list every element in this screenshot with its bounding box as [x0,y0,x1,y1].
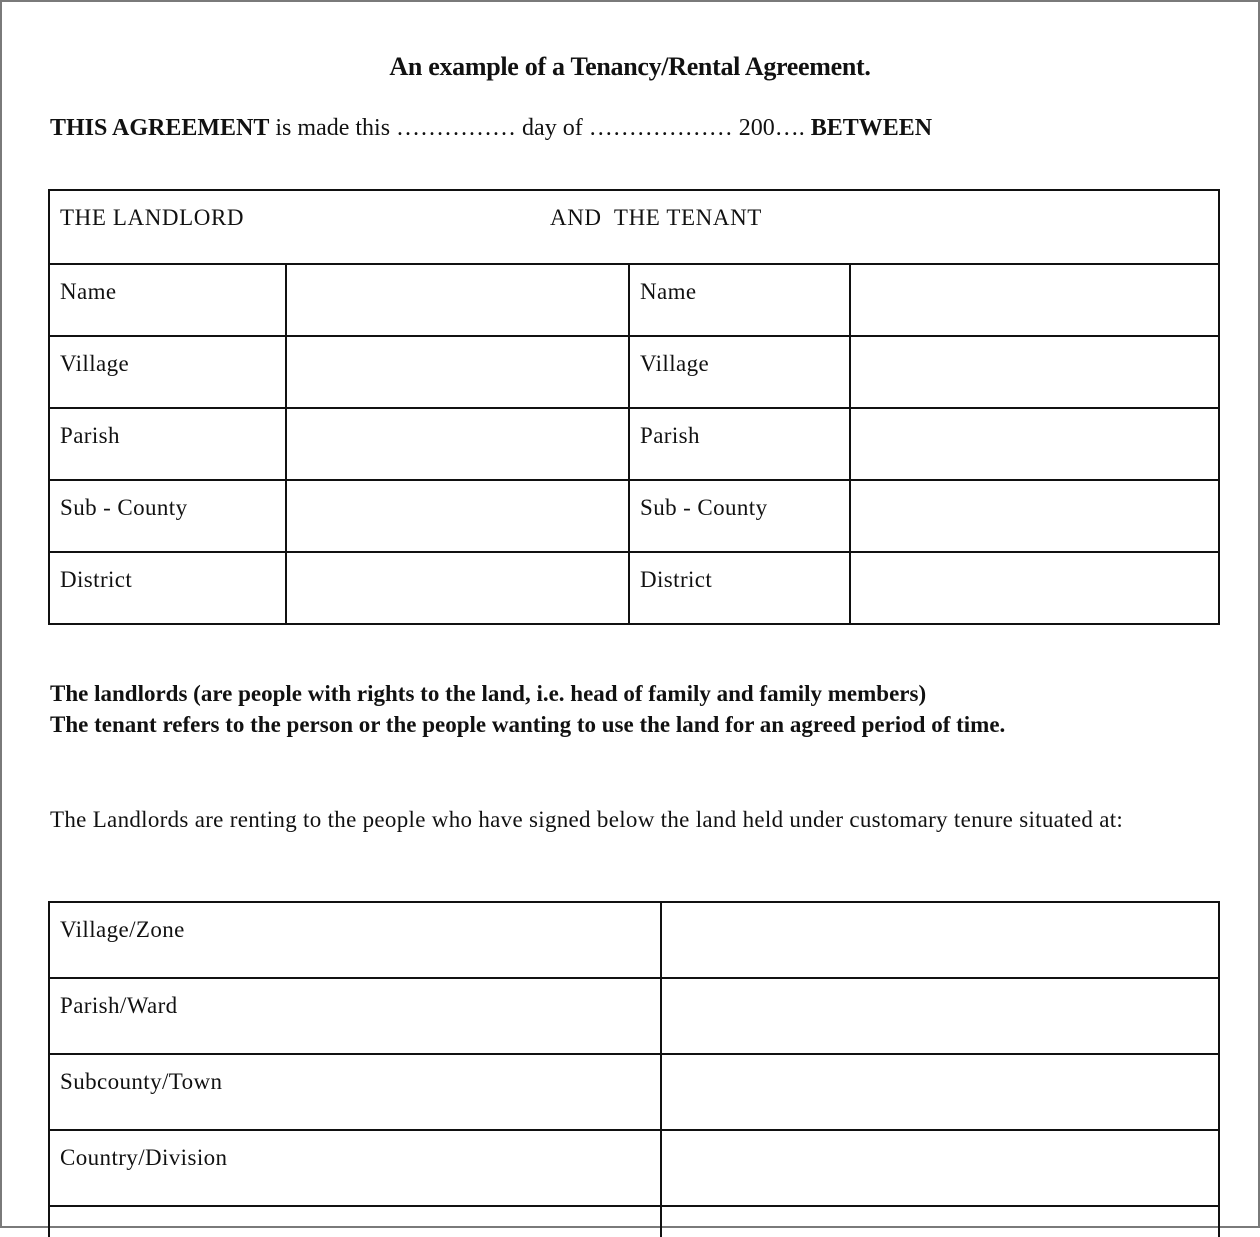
landlord-sub-county-field[interactable] [286,480,629,552]
village-zone-field[interactable] [661,902,1219,978]
agreement-between: BETWEEN [810,115,933,141]
parties-row-sub-county [49,480,1219,552]
country-division-field[interactable] [661,1130,1219,1206]
document-title: An example of a Tenancy/Rental Agreement. [389,52,871,81]
parties-header-row [49,190,1219,264]
location-table [48,901,1220,1237]
location-row-subcounty-town [49,1054,1219,1130]
tenant-header: AND THE TENANT [550,205,762,230]
subcounty-town-field[interactable] [661,1054,1219,1130]
landlord-sub-county-label: Sub - County [60,495,188,520]
tenant-sub-county-label-cell [629,480,850,552]
landlord-district-field[interactable] [286,552,629,624]
location-row-parish-ward [49,978,1219,1054]
parish-ward-label: Parish/Ward [60,993,178,1018]
location-row-village-zone [49,902,1219,978]
agreement-lead: THIS AGREEMENT [50,115,270,141]
location-row-cut-off [49,1206,1219,1237]
country-division-label: Country/Division [60,1145,228,1170]
landlord-sub-county-label-cell [49,480,286,552]
landlord-village-label: Village [60,351,130,376]
landlord-parish-field[interactable] [286,408,629,480]
tenant-district-label-cell [629,552,850,624]
landlord-district-label-cell [49,552,286,624]
cut-off-label-cell [49,1206,661,1237]
parties-row-village [49,336,1219,408]
landlord-name-field[interactable] [286,264,629,336]
parties-table [48,189,1220,625]
agreement-line [50,115,932,142]
tenant-village-field[interactable] [850,336,1219,408]
location-row-country-division [49,1130,1219,1206]
tenant-sub-county-field[interactable] [850,480,1219,552]
tenant-village-label: Village [640,351,710,376]
tenant-parish-label-cell [629,408,850,480]
tenant-name-field[interactable] [850,264,1219,336]
agreement-date-text: is made this …………… day of ……………… 200…. [269,115,811,141]
parish-ward-label-cell [49,978,661,1054]
subcounty-town-label-cell [49,1054,661,1130]
parties-row-name [49,264,1219,336]
landlord-name-label: Name [60,279,117,304]
renting-statement: The Landlords are renting to the people who have signed below the land held under customary tenure situated at: [50,807,1124,832]
subcounty-town-label: Subcounty/Town [60,1069,223,1094]
village-zone-label-cell [49,902,661,978]
tenant-district-field[interactable] [850,552,1219,624]
tenant-district-label: District [640,567,713,592]
country-division-label-cell [49,1130,661,1206]
tenant-name-label: Name [640,279,697,304]
parish-ward-field[interactable] [661,978,1219,1054]
landlords-definition: The landlords (are people with rights to the land, i.e. head of family and family members) [50,681,927,706]
landlord-header: THE LANDLORD [60,205,245,230]
tenant-definition: The tenant refers to the person or the people wanting to use the land for an agreed period of time. [50,712,1006,737]
tenant-sub-county-label: Sub - County [640,495,768,520]
landlord-parish-label-cell [49,408,286,480]
landlord-district-label: District [60,567,133,592]
tenant-name-label-cell [629,264,850,336]
tenant-parish-field[interactable] [850,408,1219,480]
definitions-note [50,678,1210,740]
parties-row-district [49,552,1219,624]
parties-header-cell [49,190,1219,264]
landlord-parish-label: Parish [60,423,120,448]
tenant-village-label-cell [629,336,850,408]
cut-off-field[interactable] [661,1206,1219,1237]
tenant-parish-label: Parish [640,423,700,448]
parties-row-parish [49,408,1219,480]
landlord-village-field[interactable] [286,336,629,408]
landlord-name-label-cell [49,264,286,336]
village-zone-label: Village/Zone [60,917,185,942]
landlord-village-label-cell [49,336,286,408]
